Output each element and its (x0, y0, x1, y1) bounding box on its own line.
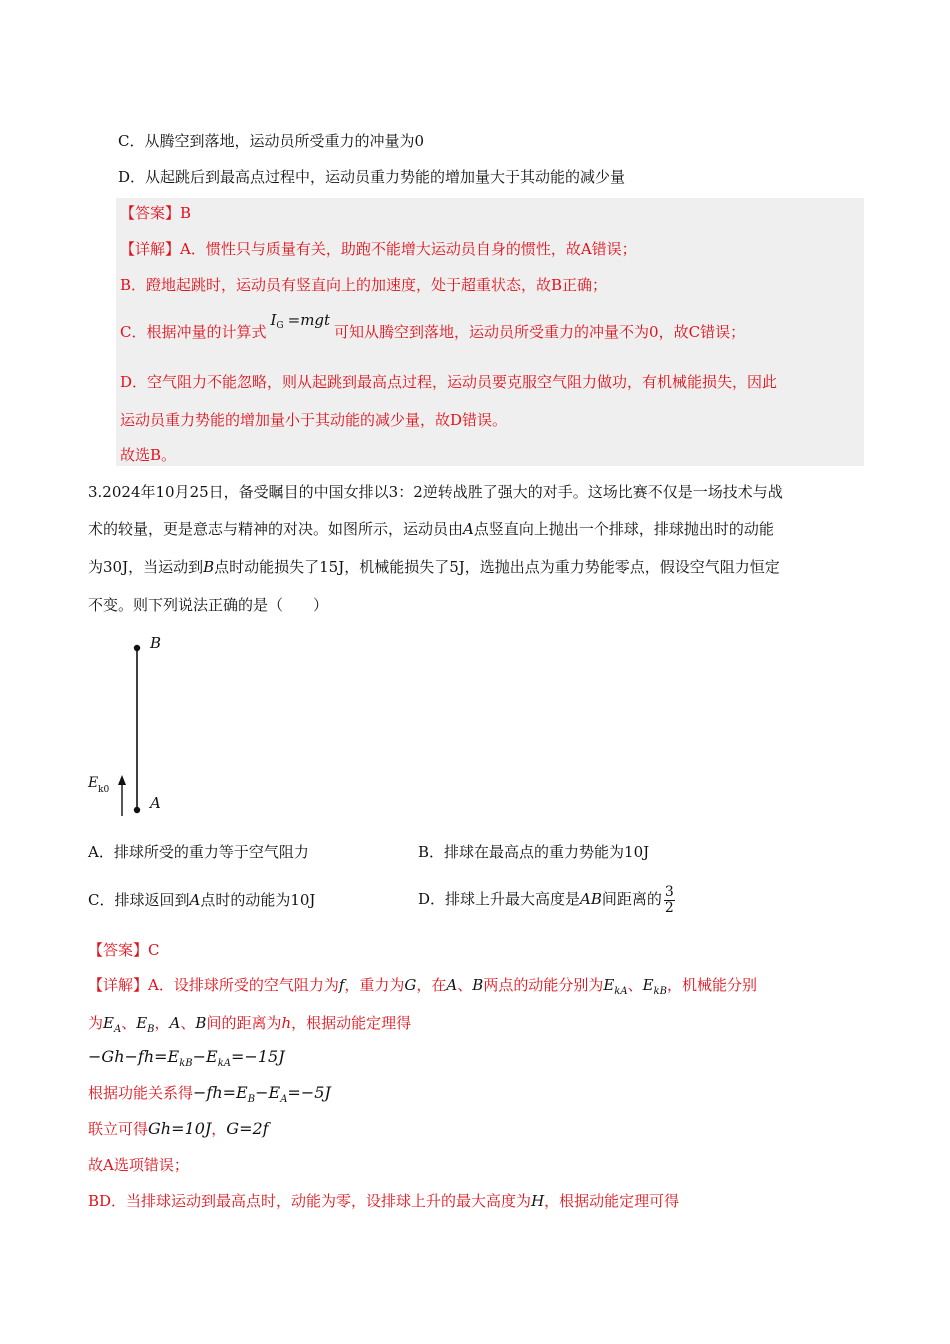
answer3-label: 【答案】C (88, 941, 160, 959)
equation-3: 联立可得Gh=10J，G=2f (88, 1119, 269, 1138)
option-d: D．排球上升最大高度是AB间距离的 $\frac{3}{2}$ (418, 883, 674, 916)
answer3-detail-line2: 为$E_A$、$E_B$，A、B间的距离为h，根据动能定理得 (88, 1014, 412, 1035)
point-a-dot (134, 807, 140, 813)
label-b: B (150, 634, 162, 652)
option-c: C．排球返回到A点时的动能为10J (88, 891, 316, 909)
prev-option-d: D．从起跳后到最高点过程中，运动员重力势能的增加量大于其动能的减少量 (118, 168, 626, 186)
prev-detail-d-line1: D．空气阻力不能忽略，则从起跳到最高点过程，运动员要克服空气阻力做功，有机械能损失，因此 (120, 373, 778, 391)
label-e: E (88, 775, 99, 791)
q3-line4: 不变。则下列说法正确的是（ ） (88, 596, 329, 614)
answer3-detail-line1: 【详解】A．设排球所受的空气阻力为f，重力为G，在A、B两点的动能分别为$E_{kA}$、$E_{kB}$，机械能分别 (88, 976, 757, 997)
q3-line3: 为30J，当运动到B点时动能损失了15J，机械能损失了5J，选抛出点为重力势能零点，假设空气阻力恒定 (88, 558, 780, 576)
prev-detail-c (120, 311, 746, 345)
fraction-three-halves: $\frac{3}{2}$ (664, 883, 674, 916)
q3-line2: 术的较量，更是意志与精神的对决。如图所示，运动员由A点竖直向上抛出一个排球，排球抛出时的动能 (88, 520, 774, 538)
prev-answer-label: 【答案】B (120, 204, 192, 222)
q3-line1: 3.2024年10月25日，备受瞩目的中国女排以3：2逆转战胜了强大的对手。这场比赛不仅是一场技术与战 (88, 483, 783, 501)
label-e-sub: k0 (98, 785, 110, 795)
velocity-arrow-head (118, 775, 126, 785)
equation-1: $-Gh-fh=E_{kB}-E_{kA}=-15J$ (88, 1047, 285, 1069)
option-b: B．排球在最高点的重力势能为10J (418, 843, 650, 861)
label-a: A (150, 794, 161, 812)
a-option-wrong: 故A选项错误； (88, 1156, 189, 1174)
equation-2: 根据功能关系得$-fh=E_B-E_A=-5J$ (88, 1083, 331, 1105)
trajectory-figure (80, 630, 200, 830)
detail-c-suffix: 可知从腾空到落地，运动员所受重力的冲量不为0，故C错误； (334, 323, 746, 341)
point-b-dot (134, 645, 140, 651)
prev-detail-b: B．蹬地起跳时，运动员有竖直向上的加速度，处于超重状态，故B正确； (120, 276, 608, 294)
prev-conclusion: 故选B。 (120, 446, 177, 464)
bd-detail: BD．当排球运动到最高点时，动能为零，设排球上升的最大高度为H，根据动能定理可得 (88, 1192, 680, 1210)
prev-detail-a: 【详解】A．惯性只与质量有关，助跑不能增大运动员自身的惯性，故A错误； (120, 240, 637, 258)
prev-detail-d-line2: 运动员重力势能的增加量小于其动能的减少量，故D错误。 (120, 411, 508, 429)
detail-c-prefix: C．根据冲量的计算式 (120, 323, 267, 341)
option-a: A．排球所受的重力等于空气阻力 (88, 843, 309, 861)
prev-option-c: C．从腾空到落地，运动员所受重力的冲量为0 (118, 132, 425, 150)
impulse-formula: $I_G =mgt$ (270, 311, 331, 331)
